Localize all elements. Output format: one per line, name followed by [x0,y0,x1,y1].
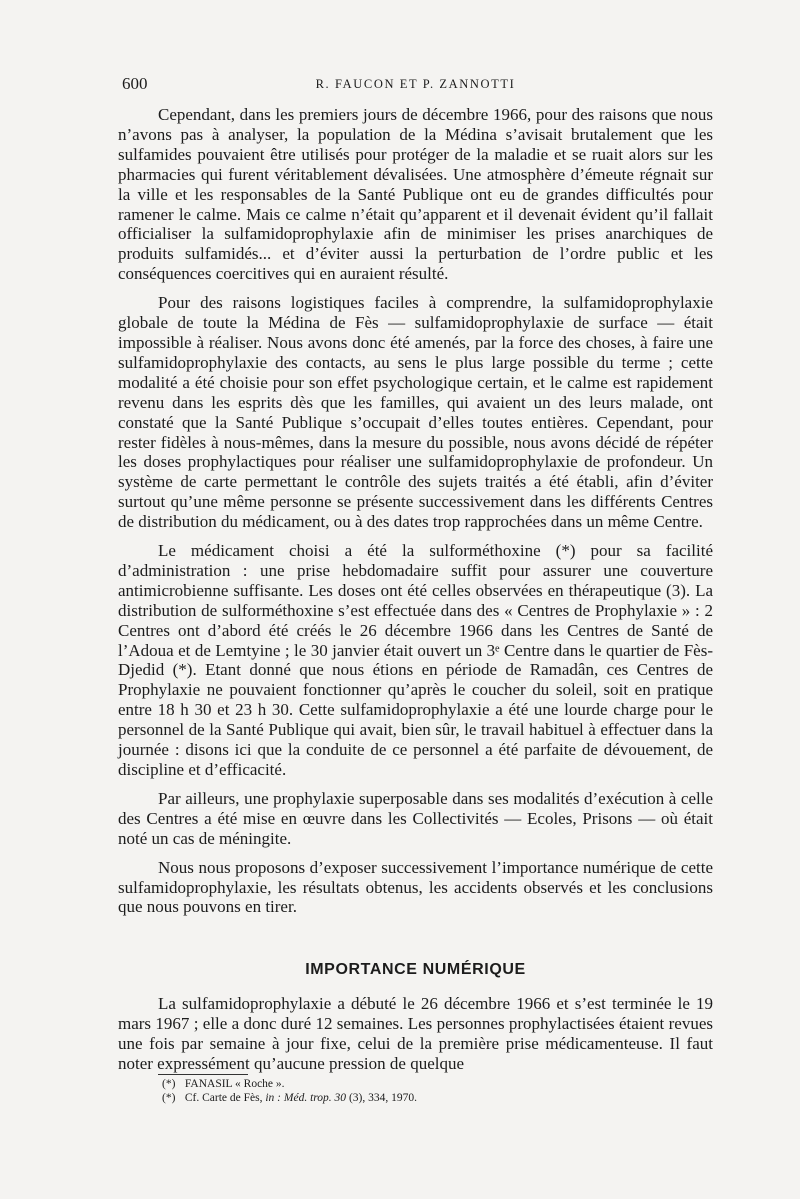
footnotes [162,1078,722,1105]
paragraph-1: Cependant, dans les premiers jours de décembre 1966, pour des raisons que nous n’avons pas à analyser, la population de la Médina s’avisait brutalement que les sulfamides pouvaient être utilisés pour protéger de la maladie et se ruait alors sur les pharmacies qui furent véritablement dévalisées. Une atmosphère d’émeute régnait sur la ville et les responsables de la Santé Publique ont eu de grandes difficultés pour ramener le calme. Mais ce calme n’était qu’apparent et il devenait évident qu’il fallait officialiser la sulfamidoprophylaxie afin de minimiser les prises anarchiques de produits sulfamidés... et d’éviter aussi la perturbation de l’ordre public et les conséquences coercitives qui en auraient résulté. [118,105,713,284]
footnote-text-end: (3), 334, 1970. [348,1091,417,1104]
footnote-1 [162,1078,722,1092]
footnote-2 [162,1092,722,1106]
paragraph-2: Pour des raisons logistiques faciles à comprendre, la sulfamidoprophylaxie globale de toute la Médina de Fès — sulfamidoprophylaxie de surface — était impossible à réaliser. Nous avons donc été amenés, par la force des choses, à faire une sulfamidoprophylaxie des contacts, au sens le plus large possible du terme ; cette modalité a été choisie pour son effet psychologique certain, et le calme est rapidement revenu dans les esprits dès que les familles, qui avaient un des leurs malade, ont constaté que la Santé Publique s’occupait d’elles toutes entières. Cependant, pour rester fidèles à nous-mêmes, dans la mesure du possible, nous avons décidé de répéter les doses prophylactiques pour réaliser une sulfamidoprophylaxie de profondeur. Un système de carte permettant le contrôle des sujets traités a été établi, afin d’éviter surtout qu’une même personne se présente successivement dans les différents Centres de distribution du médicament, ou à des dates trop rapprochées dans un même Centre. [118,293,713,532]
paragraph-5: Nous nous proposons d’exposer successivement l’importance numérique de cette sulfamidoprophylaxie, les résultats obtenus, les accidents observés et les conclusions que nous pouvons en tirer. [118,857,713,917]
paragraph-3: Le médicament choisi a été la sulforméthoxine (*) pour sa facilité d’administration : une prise hebdomadaire suffit pour assurer une couverture antimicrobienne suffisante. Les doses ont été celles observées en thérapeutique (3). La distribution de sulforméthoxine s’est effectuée dans des « Centres de Prophylaxie » : 2 Centres ont d’abord été créés le 26 décembre 1966 dans les Centres de Santé de l’Adoua et de Lemtyine ; le 30 janvier était ouvert un 3ᵉ Centre dans le quartier de Fès-Djedid (*). Etant donné que nous étions en période de Ramadân, ces Centres de Prophylaxie ne pouvaient fonctionner qu’après le coucher du soleil, soit en pratique entre 18 h 30 et 23 h 30. Cette sulfamidoprophylaxie a été une lourde charge pour le personnel de la Santé Publique qui avait, bien sûr, le travail habituel à effectuer dans la journée : disons ici que la conduite de ce personnel a été parfaite de dévouement, de discipline et d’efficacité. [118,541,713,779]
footnote-text: Cf. Carte de Fès, [184,1091,263,1104]
article-body [118,105,713,1083]
page-header [118,74,713,96]
section-heading: IMPORTANCE NUMÉRIQUE [305,961,526,979]
running-head: R. FAUCON ET P. ZANNOTTI [315,77,516,91]
section-paragraph: La sulfamidoprophylaxie a débuté le 26 décembre 1966 et s’est terminée le 19 mars 1967 ; elle a donc duré 12 semaines. Les personnes prophylactisées étaient revues une fois par semaine à jour fixe, celui de la première prise médicamenteuse. Il faut noter expressément qu’aucune pression de quelque [118,994,713,1073]
footnote-text: FANASIL « Roche ». [184,1078,285,1090]
paragraph-4: Par ailleurs, une prophylaxie superposable dans ses modalités d’exécution à celle des Centres a été mise en œuvre dans les Collectivités — Ecoles, Prisons — où était noté un cas de méningite. [118,788,713,848]
footnote-citation: in : Méd. trop. 30 [265,1091,347,1104]
footnote-mark: (*) [162,1091,176,1104]
page-number: 600 [122,74,148,93]
footnote-divider [158,1074,248,1075]
footnote-mark: (*) [162,1078,176,1090]
